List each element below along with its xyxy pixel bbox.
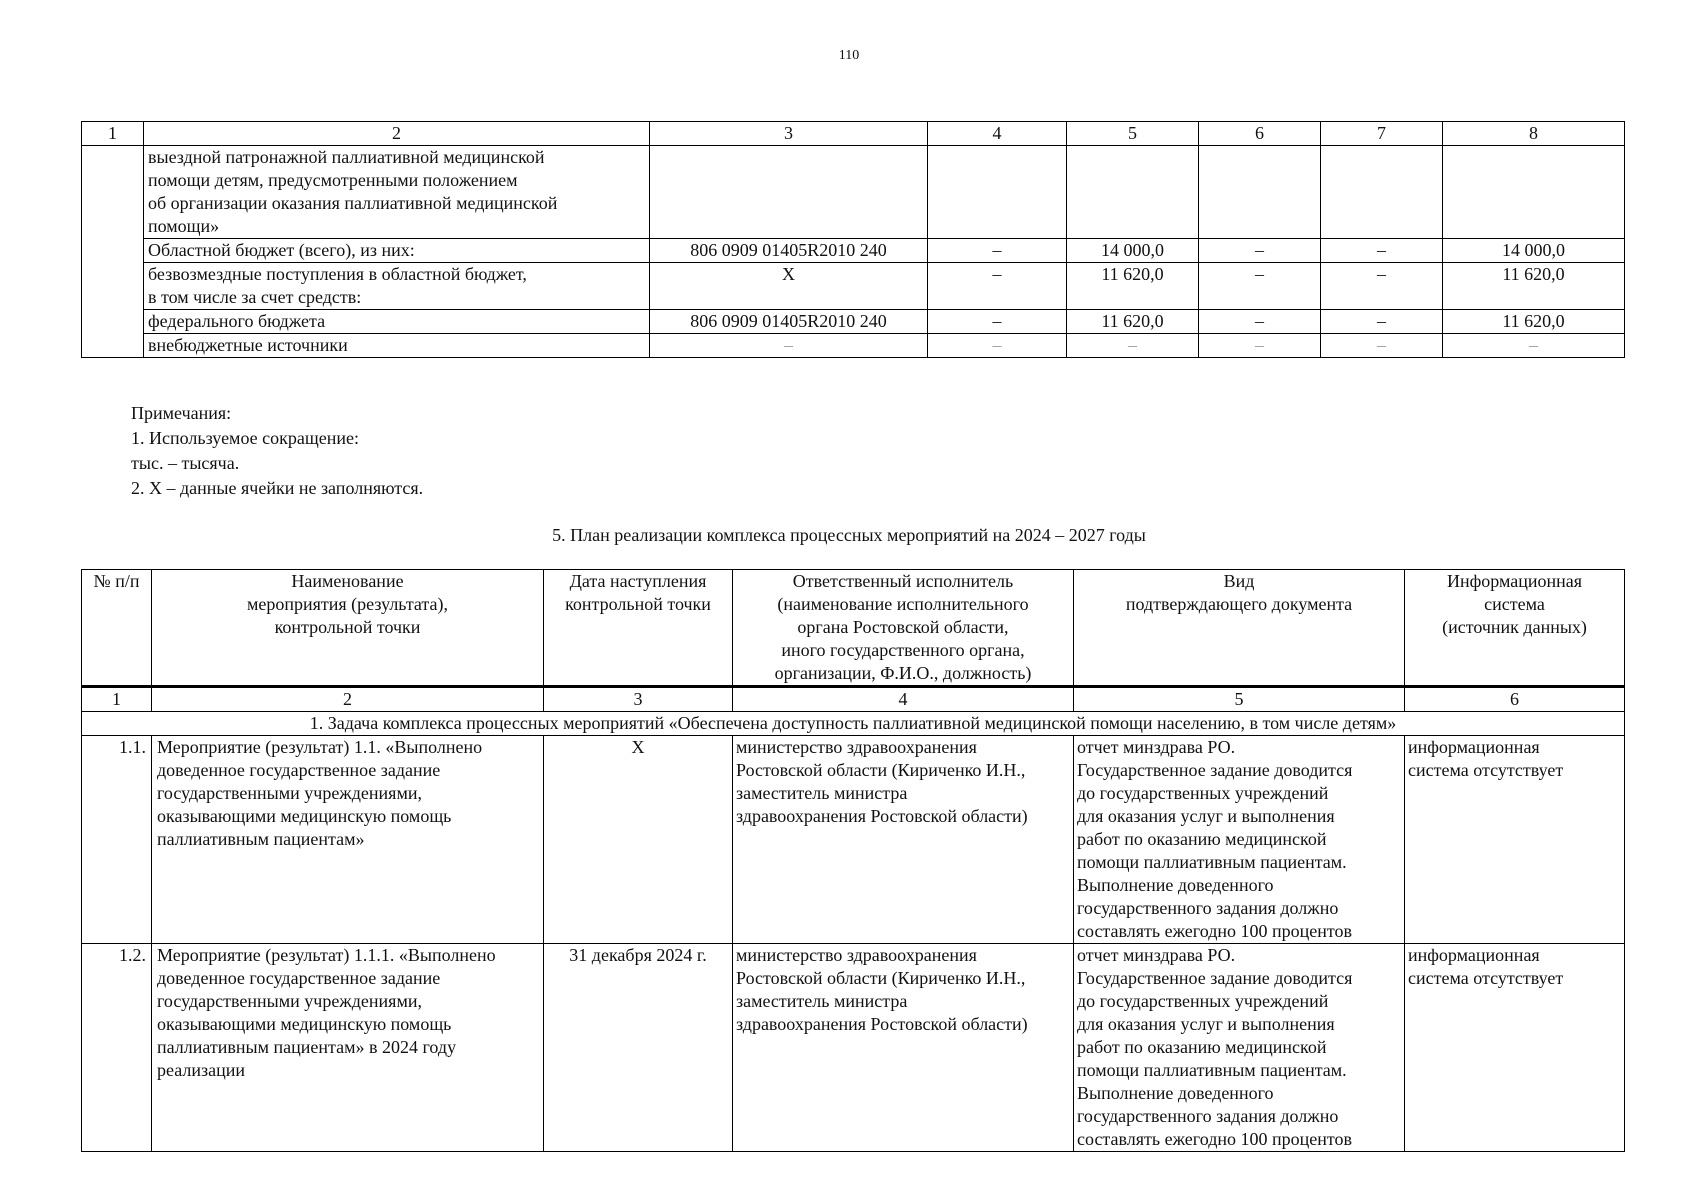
budget-row-name: Областной бюджет (всего), из них: (144, 239, 650, 263)
plan-row-system: информационная система отсутствует (1405, 736, 1625, 944)
plan-header-cell: Наименование мероприятия (результата), контрольной точки (152, 570, 544, 687)
budget-row-c5: 11 620,0 (1067, 263, 1199, 310)
budget-row-c6: – (1199, 263, 1321, 310)
plan-row-num: 1.2. (82, 944, 152, 1152)
plan-row-date: X (544, 736, 733, 944)
plan-header-cell: № п/п (82, 570, 152, 687)
budget-row-c7: – (1321, 239, 1443, 263)
plan-table (81, 569, 1625, 1152)
plan-row-num: 1.1. (82, 736, 152, 944)
plan-row-system: информационная система отсутствует (1405, 944, 1625, 1152)
budget-header-cell: 8 (1443, 122, 1625, 146)
budget-row-c5: – (1067, 334, 1199, 358)
plan-number-cell: 6 (1405, 687, 1625, 712)
budget-row-name: безвозмездные поступления в областной бюджет, в том числе за счет средств: (144, 263, 650, 310)
plan-row-date: 31 декабря 2024 г. (544, 944, 733, 1152)
plan-number-cell: 1 (82, 687, 152, 712)
budget-row-code: – (650, 334, 928, 358)
plan-row-document: отчет минздрава РО. Государственное задание доводится до государственных учреждений для оказания услуг и выполнения работ по оказанию медицинской помощи паллиативным пациентам. Выполнение доведенного государственного задания должно составлять ежегодно 100 процентов (1074, 736, 1405, 944)
plan-number-cell: 5 (1074, 687, 1405, 712)
plan-row-executor: министерство здравоохранения Ростовской области (Кириченко И.Н., заместитель министра здравоохранения Ростовской области) (733, 736, 1074, 944)
budget-row-c6: – (1199, 334, 1321, 358)
notes-line: 1. Используемое сокращение: (131, 428, 359, 448)
budget-row-name: федерального бюджета (144, 310, 650, 334)
plan-number-cell: 2 (152, 687, 544, 712)
budget-row-c8: 14 000,0 (1443, 239, 1625, 263)
notes-line: тыс. – тысяча. (131, 453, 240, 473)
budget-row-c8: – (1443, 334, 1625, 358)
plan-row-document: отчет минздрава РО. Государственное задание доводится до государственных учреждений для оказания услуг и выполнения работ по оказанию медицинской помощи паллиативным пациентам. Выполнение доведенного государственного задания должно составлять ежегодно 100 процентов (1074, 944, 1405, 1152)
plan-row-executor: министерство здравоохранения Ростовской области (Кириченко И.Н., заместитель министра здравоохранения Ростовской области) (733, 944, 1074, 1152)
plan-number-cell: 3 (544, 687, 733, 712)
plan-task-cell: 1. Задача комплекса процессных мероприятий «Обеспечена доступность паллиативной медицинской помощи населению, в том числе детям» (82, 712, 1625, 736)
plan-header-cell: Вид подтверждающего документа (1074, 570, 1405, 687)
budget-row-code: X (650, 263, 928, 310)
budget-table (81, 121, 1625, 358)
plan-number-cell: 4 (733, 687, 1074, 712)
budget-row (82, 263, 1625, 310)
budget-header-row (82, 122, 1625, 146)
budget-num-cell (82, 146, 144, 358)
budget-row-name: внебюджетные источники (144, 334, 650, 358)
page-number: 110 (838, 48, 860, 63)
budget-header-cell: 2 (144, 122, 650, 146)
budget-header-cell: 7 (1321, 122, 1443, 146)
plan-header-row (82, 570, 1625, 687)
budget-header-cell: 1 (82, 122, 144, 146)
budget-row-c7: – (1321, 310, 1443, 334)
budget-row-c5: 11 620,0 (1067, 310, 1199, 334)
budget-row-c8: 11 620,0 (1443, 263, 1625, 310)
budget-row-c6: – (1199, 239, 1321, 263)
plan-row (82, 736, 1625, 944)
plan-number-row (82, 687, 1625, 712)
notes-line: 2. X – данные ячейки не заполняются. (131, 478, 424, 498)
notes (131, 401, 423, 501)
budget-row (82, 334, 1625, 358)
plan-header-cell: Ответственный исполнитель (наименование исполнительного органа Ростовской области, иного государственного органа, организации, Ф.И.О., должность) (733, 570, 1074, 687)
budget-row-code: 806 0909 01405R2010 240 (650, 310, 928, 334)
plan-row-name: Мероприятие (результат) 1.1.1. «Выполнено доведенное государственное задание государственными учреждениями, оказывающими медицинскую помощь паллиативным пациентам» в 2024 году реализации (152, 944, 544, 1152)
plan-task-row (82, 712, 1625, 736)
budget-row-c5: 14 000,0 (1067, 239, 1199, 263)
budget-row-c7: – (1321, 263, 1443, 310)
budget-row-c8: 11 620,0 (1443, 310, 1625, 334)
budget-header-cell: 5 (1067, 122, 1199, 146)
plan-header-cell: Дата наступления контрольной точки (544, 570, 733, 687)
plan-header-cell: Информационная система (источник данных) (1405, 570, 1625, 687)
budget-continuation-row (82, 146, 1625, 239)
budget-header-cell: 6 (1199, 122, 1321, 146)
budget-row-c6: – (1199, 310, 1321, 334)
budget-continuation-text: выездной патронажной паллиативной медицинской помощи детям, предусмотренными положением об организации оказания паллиативной медицинской помощи» (144, 146, 650, 239)
notes-title: Примечания: (131, 403, 232, 423)
budget-row-c4: – (928, 263, 1067, 310)
budget-row (82, 310, 1625, 334)
budget-row (82, 239, 1625, 263)
budget-row-code: 806 0909 01405R2010 240 (650, 239, 928, 263)
plan-row-name: Мероприятие (результат) 1.1. «Выполнено доведенное государственное задание государственными учреждениями, оказывающими медицинскую помощь паллиативным пациентам» (152, 736, 544, 944)
budget-row-c4: – (928, 239, 1067, 263)
budget-header-cell: 3 (650, 122, 928, 146)
budget-row-c4: – (928, 310, 1067, 334)
plan-row (82, 944, 1625, 1152)
budget-header-cell: 4 (928, 122, 1067, 146)
budget-row-c4: – (928, 334, 1067, 358)
budget-row-c7: – (1321, 334, 1443, 358)
section-title: 5. План реализации комплекса процессных мероприятий на 2024 – 2027 годы (552, 525, 1146, 545)
